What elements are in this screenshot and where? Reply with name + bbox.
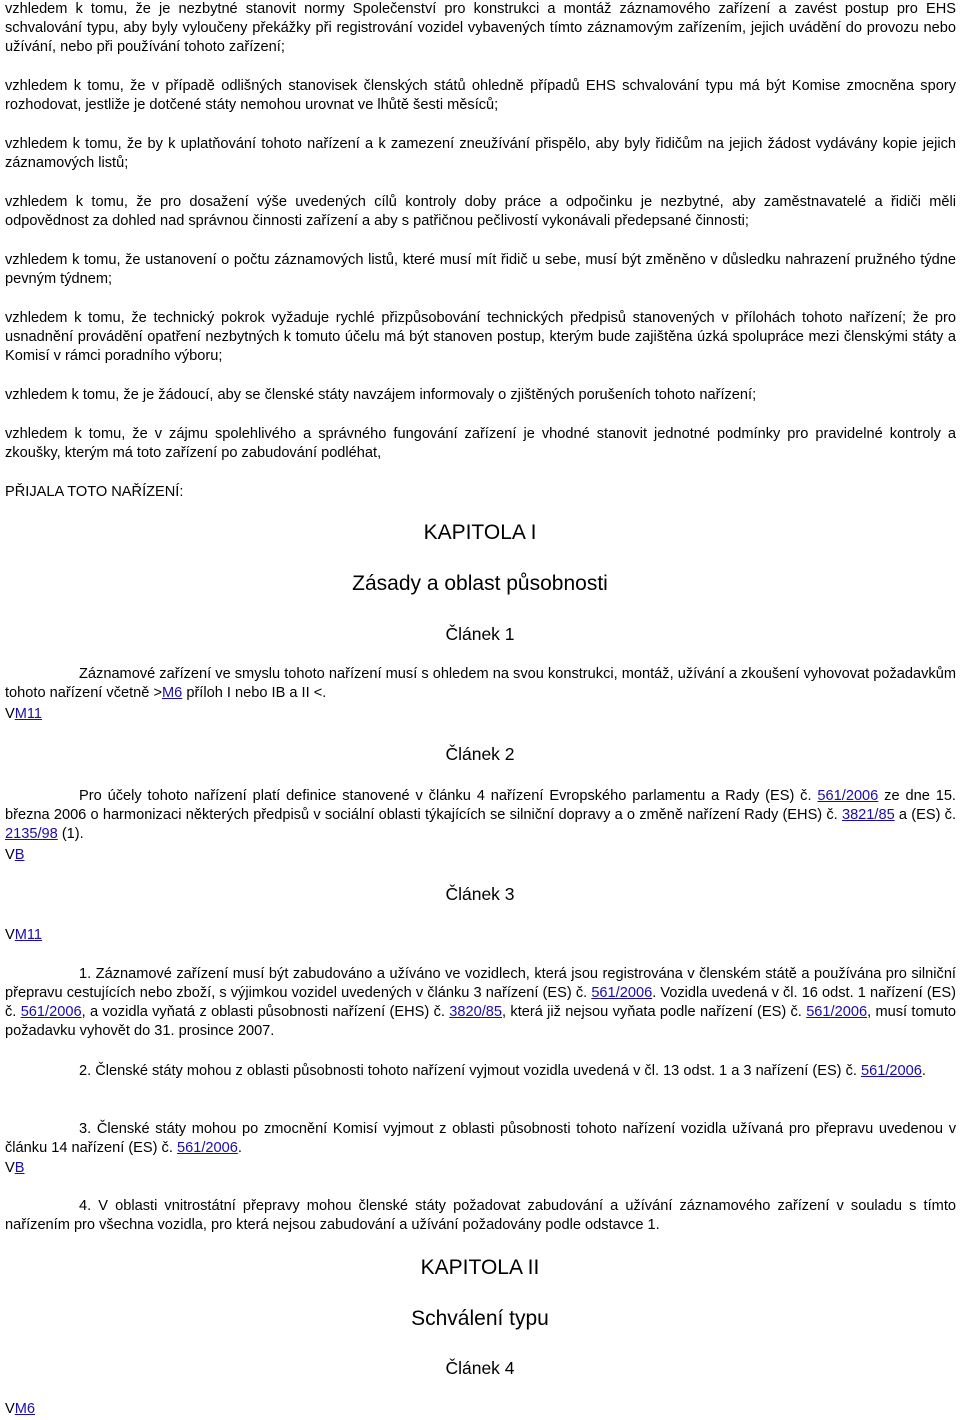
amendment-link-m6[interactable]: M6	[14, 1401, 36, 1417]
article-1-heading: Článek 1	[445, 624, 515, 644]
amendment-link-b[interactable]: B	[14, 847, 25, 863]
regulation-link-561-2006[interactable]: 561/2006	[20, 1004, 82, 1020]
recital-6: vzhledem k tomu, že technický pokrok vyžaduje rychlé přizpůsobování technických předpisů stanovených v přílohách tohoto nařízení; že pro usnadnění provádění opatření nezbytných k tomuto účelu má být stanoven postup, kterým bude zajištěna úzká spolupráce mezi členskými státy a Komisí v rámci poradního výboru;	[5, 310, 956, 364]
article-3-paragraph-4: 4. V oblasti vnitrostátní přepravy mohou členské státy požadovat zabudování a užívání záznamového zařízení v souladu s tímto nařízením pro všechna vozidla, pro která nejsou zabudování a užívání požadovány podle odstavce 1.	[5, 1198, 956, 1233]
regulation-link-561-2006[interactable]: 561/2006	[806, 1004, 868, 1020]
regulation-link-561-2006[interactable]: 561/2006	[817, 788, 879, 804]
amendment-marker-b: VB	[5, 1160, 25, 1176]
chapter-2-title: Schválení typu	[411, 1307, 549, 1330]
recital-7: vzhledem k tomu, že je žádoucí, aby se členské státy navzájem informovaly o zjištěných porušeních tohoto nařízení;	[5, 387, 757, 403]
article-3-paragraph-3: 3. Členské státy mohou po zmocnění Komisí vyjmout z oblasti působnosti tohoto nařízení vozidla užívaná pro přepravu uvedenou v článku 14 nařízení (ES) č. 561/2006.	[5, 1121, 956, 1156]
recital-1: vzhledem k tomu, že je nezbytné stanovit normy Společenství pro konstrukci a montáž záznamového zařízení a zavést postup pro EHS schvalování typu, aby byly vyloučeny překážky při registrování vozidel vybavených tímto záznamovým zařízením, jejich uvádění do provozu nebo užívání, nebo při používání tohoto zařízení;	[5, 1, 956, 55]
regulation-link-3821-85[interactable]: 3821/85	[841, 807, 895, 823]
article-3-heading: Článek 3	[445, 884, 515, 904]
regulation-link-3820-85[interactable]: 3820/85	[449, 1004, 503, 1020]
article-2-heading: Článek 2	[445, 744, 515, 764]
recital-2: vzhledem k tomu, že v případě odlišných stanovisek členských států ohledně případů EHS schvalování typu má být Komise zmocněna spory rozhodovat, jestliže je dotčené státy nemohou urovnat ve lhůtě šesti měsíců;	[5, 78, 956, 113]
recital-5: vzhledem k tomu, že ustanovení o počtu záznamových listů, které musí mít řidič u sebe, musí být změněno v důsledku nahrazení pružného týdne pevným týdnem;	[5, 252, 956, 287]
recital-3: vzhledem k tomu, že by k uplatňování tohoto nařízení a k zamezení zneužívání přispělo, aby byly řidičům na jejich žádost vydávány kopie jejich záznamových listů;	[5, 136, 956, 171]
regulation-link-561-2006[interactable]: 561/2006	[861, 1063, 922, 1079]
amendment-link-m11[interactable]: M11	[14, 927, 43, 943]
article-1-text: Záznamové zařízení ve smyslu tohoto nařízení musí s ohledem na svou konstrukci, montáž, užívání a zkoušení vyhovovat požadavkům tohoto nařízení včetně >M6 příloh I nebo IB a II <.	[5, 666, 956, 701]
amendment-marker-m11: VM11	[5, 927, 43, 943]
amendment-marker-m11: VM11	[5, 706, 43, 722]
amendment-marker-b: VB	[5, 847, 25, 863]
chapter-1-title: Zásady a oblast působnosti	[352, 572, 608, 595]
amendment-link-b[interactable]: B	[14, 1160, 25, 1176]
article-3-paragraph-1: 1. Záznamové zařízení musí být zabudováno a užíváno ve vozidlech, která jsou registrována v členském státě a používána pro silniční přepravu cestujících nebo zboží, s výjimkou vozidel uvedených v článku 3 nařízení (ES) č. 561/2006. Vozidla uvedená v čl. 16 odst. 1 nařízení (ES) č. 561/2006, a vozidla vyňatá z oblasti působnosti nařízení (EHS) č. 3820/85, která již nejsou vyňata podle nařízení (ES) č. 561/2006, musí tomuto požadavku vyhovět do 31. prosince 2007.	[5, 966, 957, 1039]
recital-8: vzhledem k tomu, že v zájmu spolehlivého a správného fungování zařízení je vhodné stanovit jednotné podmínky pro pravidelné kontroly a zkoušky, kterým má toto zařízení po zabudování podléhat,	[5, 426, 956, 461]
chapter-2-number: KAPITOLA II	[420, 1256, 540, 1279]
amendment-link-m6[interactable]: M6	[162, 685, 183, 701]
amendment-marker-m6: VM6	[5, 1401, 36, 1417]
amendment-link-m11[interactable]: M11	[14, 706, 43, 722]
article-4-heading: Článek 4	[445, 1358, 515, 1378]
recital-4: vzhledem k tomu, že pro dosažení výše uvedených cílů kontroly doby práce a odpočinku je nezbytné, aby zaměstnavatelé a řidiči měli odpovědnost za dohled nad správnou činnosti zařízení a aby s patřičnou pečlivostí vykonávali předepsané činnosti;	[5, 194, 956, 229]
regulation-link-561-2006[interactable]: 561/2006	[176, 1140, 238, 1156]
adoption-formula: PŘIJALA TOTO NAŘÍZENÍ:	[5, 484, 184, 500]
regulation-link-561-2006[interactable]: 561/2006	[591, 985, 653, 1001]
article-2-text: Pro účely tohoto nařízení platí definice stanovené v článku 4 nařízení Evropského parlamentu a Rady (ES) č. 561/2006 ze dne 15. března 2006 o harmonizaci některých předpisů v sociální oblasti týkajících se silniční dopravy a o změně nařízení Rady (EHS) č. 3821/85 a (ES) č. 2135/98 (1).	[5, 788, 956, 842]
regulation-link-2135-98[interactable]: 2135/98	[5, 826, 58, 842]
article-3-paragraph-2: 2. Členské státy mohou z oblasti působnosti tohoto nařízení vyjmout vozidla uvedená v čl. 13 odst. 1 a 3 nařízení (ES) č. 561/2006.	[79, 1063, 926, 1079]
chapter-1-number: KAPITOLA I	[423, 521, 537, 544]
